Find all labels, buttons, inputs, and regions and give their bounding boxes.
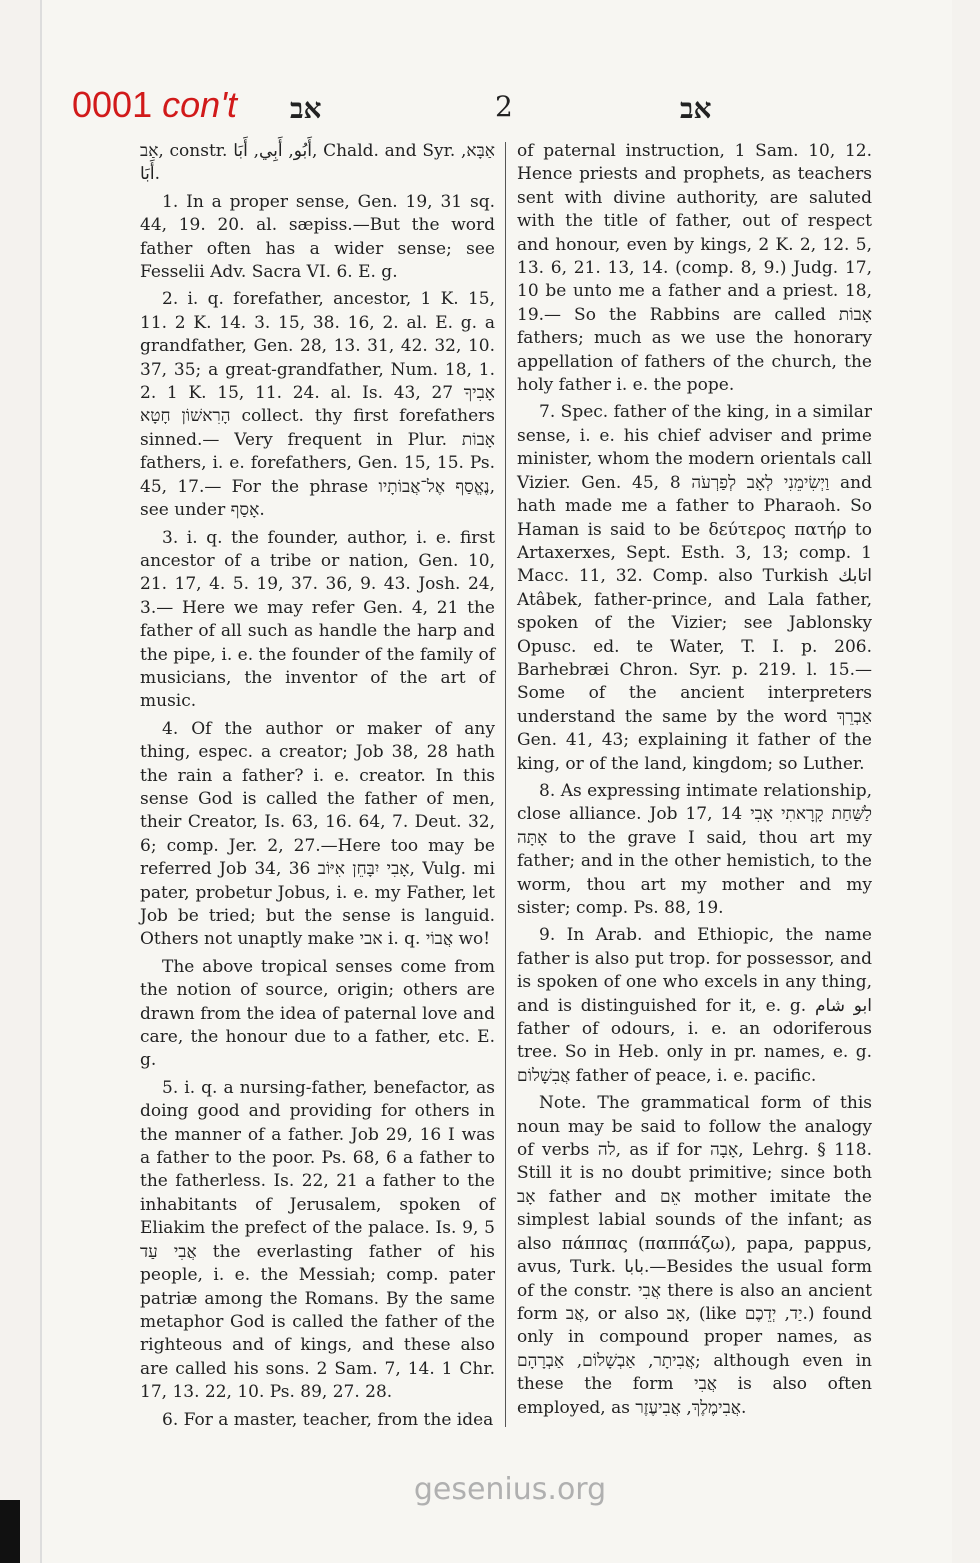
sense-7: 7. Spec. father of the king, in a similar sense, i. e. his chief adviser and prime minister, whom the modern orientals call Vizier. Gen. 45, 8 וַיְשִׂימֵנִי לְאָב לְפַרְעֹה and hath made me a father to Pharaoh. So Haman is said to be δεύτερος πατήρ to Artaxerxes, Sept. Esth. 3, 13; comp. 1 Macc. 11, 32. Comp. also Turkish اتابك Atâbek, father-prince, and Lala father, spoken of the Vizier; see Jablonsky Opusc. ed. te Water, T. I. p. 206. Barhebræi Chron. Syr. p. 219. l. 15.— Some of the ancient interpreters understand the same by the word אַבְרֵךְ Gen. 41, 43; explaining it father of the king, or of the land, kingdom; so Luther. xyxy=(517,402,872,774)
sense-4: 4. Of the author or maker of any thing, espec. a creator; Job 38, 28 hath the rain a father? i. e. creator. In this sense God is called the father of men, their Creator, Is. 63, 16. 64, 7. Deut. 32, 6; comp. Jer. 2, 27.—Here too may be referred Job 34, 36 אָבִי יִבָּחֵן אִיּוֹב, Vulg. mi pater, probetur Jobus, i. e. my Father, let Job be tried; but the sense is languid. Others not unaptly make אבי i. q. אֲבוֹי wo! xyxy=(140,718,495,950)
sense-5: 5. i. q. a nursing-father, benefactor, as doing good and providing for others in the manner of a father. Job 29, 16 I was a father to the poor. Ps. 68, 6 a father to the fatherless. Is. 22, 21 a father to the inhabitants of Jerusalem, spoken of Eliakim the prefect of the palace. Is. 9, 5 אֲבִי עַד the everlasting father of his people, i. e. the Messiah; comp. pater patriæ among the Romans. By the same metaphor God is called the father of the righteous and of kings, and these also are called his sons. 2 Sam. 7, 14. 1 Chr. 17, 13. 22, 10. Ps. 89, 27. 28. xyxy=(140,1077,495,1403)
sense-1: 1. In a proper sense, Gen. 19, 31 sq. 44, 19. 20. al. sæpiss.—But the word father often has a wider sense; see Fesselii Adv. Sacra VI. 6. E. g. xyxy=(140,191,495,283)
left-column xyxy=(140,140,495,1436)
entry-stamp xyxy=(72,84,237,126)
column-divider xyxy=(505,142,506,1427)
site-watermark: gesenius.org xyxy=(413,1472,607,1507)
sense-6-start: 6. For a master, teacher, from the idea xyxy=(162,1409,494,1430)
stamp-suffix: con't xyxy=(162,84,238,125)
right-column xyxy=(517,140,872,1424)
sense-9: 9. In Arab. and Ethiopic, the name father is also put trop. for possessor, and is spoken of one who excels in any thing, and is distinguished for it, e. g. ابو شام father of odours, i. e. an odoriferous tree. So in Heb. only in pr. names, e. g. אֲבִשָׁלוֹם father of peace, i. e. pacific. xyxy=(517,925,872,1086)
sense-8: 8. As expressing intimate relationship, close alliance. Job 17, 14 לַשַּׁחַת קָרָאתִי אָבִי אָתָּה to the grave I said, thou art my father; and in the other hemistich, to the worm, thou art my mother and my sister; comp. Ps. 88, 19. xyxy=(517,780,872,918)
header-word-right: אב xyxy=(680,92,712,125)
tropical-note: The above tropical senses come from the notion of source, origin; others are drawn from the idea of paternal love and care, the honour due to a father, etc. E. g. xyxy=(140,956,495,1071)
sense-6-cont: of paternal instruction, 1 Sam. 10, 12. Hence priests and prophets, as teachers sent with divine authority, are saluted with the title of father, out of respect and honour, even by kings, 2 K. 2, 12. 5, 13. 6, 21. 13, 14. (comp. 8, 9.) Judg. 17, 10 be unto me a father and a priest. 18, 19.— So the Rabbins are called אָבוֹת fathers; much as we use the honorary appellation of fathers of the church, the holy father i. e. the pope. xyxy=(517,141,872,396)
stamp-number: 0001 xyxy=(72,84,153,125)
page-number: 2 xyxy=(495,90,513,123)
scan-edge xyxy=(0,1500,20,1563)
sense-2: 2. i. q. forefather, ancestor, 1 K. 15, 11. 2 K. 14. 3. 15, 38. 16, 2. al. E. g. a grandfather, Gen. 28, 13. 31, 42. 32, 10. 37, 35; a great-grandfather, Num. 18, 1. 2. 1 K. 15, 11. 24. al. Is. 43, 27 אָבִיךָ הָרִאשׁוֹן חָטָא collect. thy first forefathers sinned.— Very frequent in Plur. אָבוֹת fathers, i. e. forefathers, Gen. 15, 15. Ps. 45, 17.— For the phrase נֶאֱסַף אֶל־אֲבוֹתָיו, see under אָסַף. xyxy=(140,289,495,521)
sense-3: 3. i. q. the founder, author, i. e. first ancestor of a tribe or nation, Gen. 10, 21. 17, 4. 5. 19, 37. 36, 9. 43. Josh. 24, 3.— Here we may refer Gen. 4, 21 the father of all such as handle the harp and the pipe, i. e. the founder of the family of musicians, the inventor of the art of music. xyxy=(140,527,495,712)
grammar-note: Note. The grammatical form of this noun may be said to follow the analogy of verbs לה, as if for אָבָה, Lehrg. § 118. Still it is no doubt primitive; since both אָב father and אֵם mother imitate the simplest labial sounds of the infant; as also πάππας (παππάζω), papa, pappus, avus, Turk. بابا.—Besides the usual form of the constr. אֲבִי there is also an ancient form אֲב, or also אָב, (like יַד, יְדֵכֶם.) found only in compound proper names, as אֲבִיתָר, אַבְשָׁלוֹם, אַבְרָהָם; although even in these the form אֲבִי is also often employed, as אֲבִימֶלֶךְ, אֲבִיעֶזֶר. xyxy=(517,1093,872,1418)
entry-headword: אַב, constr. أَبُو, أَبِي, أَبَا, Chald. and Syr. אַבָּא, أَبَا. xyxy=(140,141,495,185)
header-word-left: אב xyxy=(290,92,322,125)
